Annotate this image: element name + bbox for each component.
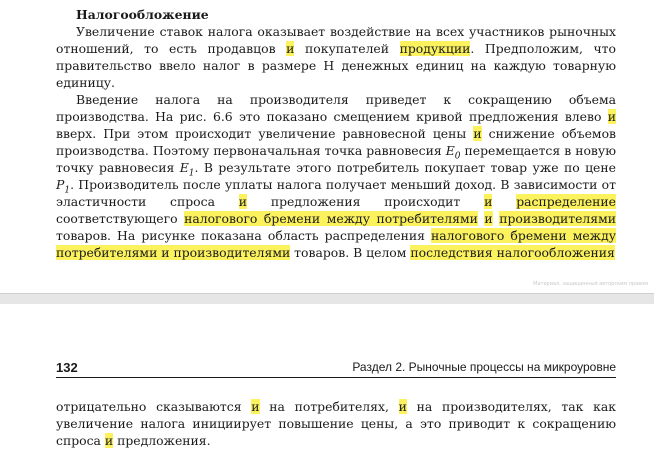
highlighted-text[interactable]: и [607, 109, 616, 124]
text-run: . В результате этого потребитель покупает товар уже по цене [194, 160, 616, 175]
highlighted-text[interactable]: и [238, 194, 248, 209]
highlighted-text[interactable]: продукции [399, 41, 471, 56]
text-run: Увеличение ставок налога оказывает воздействие на всех участников рыночных отношений, то есть продавцов [56, 24, 616, 56]
text-run: отрицательно сказываются [56, 399, 252, 414]
symbol-p1 [56, 177, 71, 196]
symbol-letter: P [56, 177, 65, 192]
highlighted-text[interactable]: и [484, 194, 493, 209]
text-run: товаров. В целом [290, 245, 411, 260]
paragraph-continuation [56, 398, 616, 449]
text-run: . Производитель после уплаты налога получает меньший доход. В зависимости от эластичности спроса [56, 177, 616, 209]
copyright-watermark: Материал, защищенный авторским правом [533, 281, 648, 287]
highlighted-text[interactable]: и [484, 211, 493, 226]
highlighted-text[interactable]: и [251, 399, 260, 414]
highlighted-text[interactable]: производителями [499, 211, 616, 226]
text-run: на потребителях, [259, 399, 399, 414]
highlighted-text[interactable]: и [104, 433, 114, 448]
text-run: на производителях, так как увеличение налога инициирует повышение цены, а это приводит к сокращению спроса [56, 399, 616, 448]
text-run: вверх. При этом происходит увеличение равновесной цены [56, 126, 474, 141]
text-block [56, 6, 616, 261]
paragraph-1 [56, 23, 616, 91]
symbol-subscript: 1 [188, 168, 195, 179]
symbol-e0 [445, 143, 461, 162]
section-heading: Налогообложение [76, 7, 209, 22]
text-run [492, 194, 516, 209]
page-number: 132 [56, 360, 78, 375]
symbol-subscript: 1 [64, 185, 71, 196]
paragraph-2 [56, 91, 616, 261]
text-run: соответствующего [56, 211, 185, 226]
highlighted-text[interactable]: и [286, 41, 295, 56]
text-run: снижение объемов производства. Поэтому первоначальная точка равновесия [56, 126, 617, 158]
text-run: предложения происходит [247, 194, 485, 209]
text-run: предложения. [113, 433, 211, 448]
symbol-letter: E [179, 160, 189, 175]
text-run: . Предположим, что правительство ввело налог в размере Н денежных единиц на каждую товарную единицу. [56, 41, 616, 90]
symbol-e1 [179, 160, 195, 179]
highlighted-text[interactable]: распределение [516, 194, 616, 209]
highlighted-text[interactable]: налогового бремени между потребителями [184, 211, 478, 226]
text-run: Введение налога на производителя приведет к сокращению объема производства. На рис. 6.6 это показано смещением кривой предложения влево [56, 92, 616, 124]
highlighted-text[interactable]: последствия налогообложения [410, 245, 615, 260]
highlighted-text[interactable]: налогового бремени между потребителями и производителями [56, 228, 616, 260]
text-block [56, 398, 616, 449]
text-run: покупателей [294, 41, 400, 56]
text-run: товаров. На рисунке показана область распределения [56, 228, 432, 243]
text-run: перемещается в новую точку равновесия [56, 143, 616, 175]
highlighted-text[interactable]: и [398, 399, 407, 414]
document-page-bottom [0, 304, 654, 448]
symbol-subscript: 0 [454, 151, 461, 162]
running-section-title: Раздел 2. Рыночные процессы на микроуровне [352, 360, 616, 374]
highlighted-text[interactable]: и [473, 126, 482, 141]
running-header [56, 359, 616, 378]
symbol-letter: E [445, 143, 455, 158]
